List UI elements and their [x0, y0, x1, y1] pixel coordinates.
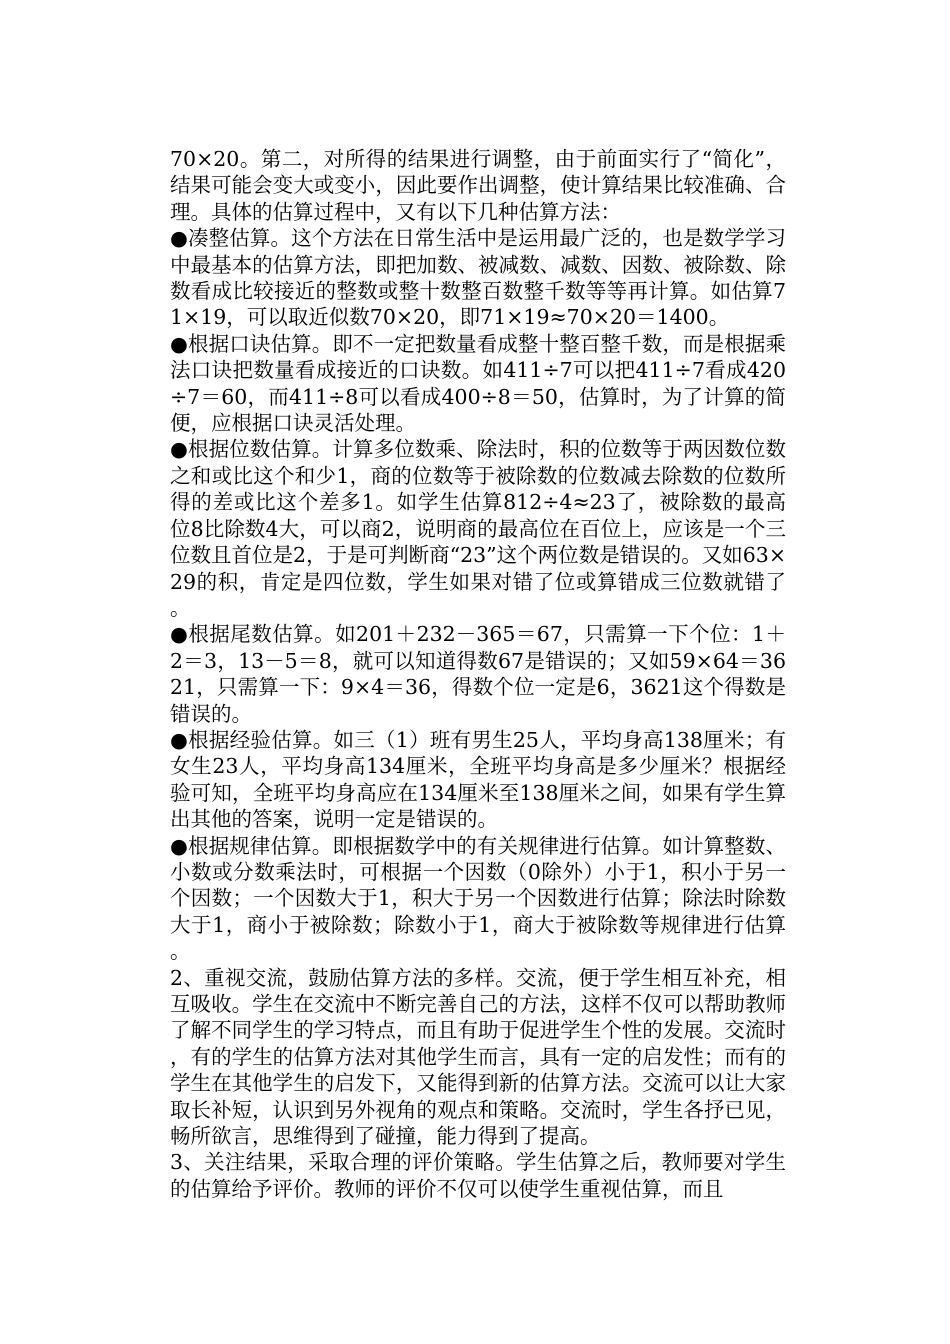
- paragraph-rounding-estimation: ●凑整估算。这个方法在日常生活中是运用最广泛的，也是数学学习中最基本的估算方法，即把加数、被减数、减数、因数、被除数、除数看成比较接近的整数或整十数整百数整千数等等再计算。如估算71×19，可以取近似数70×20，即71×19≈70×20＝1400。: [170, 226, 786, 330]
- paragraph-rule-estimation: ●根据规律估算。即根据数学中的有关规律进行估算。如计算整数、小数或分数乘法时，可根据一个因数（0除外）小于1，积小于另一个因数；一个因数大于1，积大于另一个因数进行估算；除法时除数大于1，商小于被除数；除数小于1，商大于被除数等规律进行估算。: [170, 833, 786, 964]
- document-body: [170, 146, 786, 1202]
- paragraph-point-3: 3、关注结果，采取合理的评价策略。学生估算之后，教师要对学生的估算给予评价。教师的评价不仅可以使学生重视估算，而且: [170, 1150, 786, 1201]
- paragraph-digit-estimation: ●根据位数估算。计算多位数乘、除法时，积的位数等于两因数位数之和或比这个和少1，商的位数等于被除数的位数减去除数的位数所得的差或比这个差多1。如学生估算812÷4≈23了，被除数的最高位8比除数4大，可以商2，说明商的最高位在百位上，应该是一个三位数且首位是2，于是可判断商“23”这个两位数是错误的。又如63×29的积，肯定是四位数，学生如果对错了位或算错成三位数就错了。: [170, 437, 786, 620]
- paragraph-point-2: 2、重视交流，鼓励估算方法的多样。交流，便于学生相互补充，相互吸收。学生在交流中不断完善自己的方法，这样不仅可以帮助教师了解不同学生的学习特点，而且有助于促进学生个性的发展。交流时，有的学生的估算方法对其他学生而言，具有一定的启发性；而有的学生在其他学生的启发下，又能得到新的估算方法。交流可以让大家取长补短，认识到另外视角的观点和策略。交流时，学生各抒已见，畅所欲言，思维得到了碰撞，能力得到了提高。: [170, 965, 786, 1149]
- paragraph-experience-estimation: ●根据经验估算。如三（1）班有男生25人，平均身高138厘米；有女生23人，平均身高134厘米，全班平均身高是多少厘米？根据经验可知，全班平均身高应在134厘米至138厘米之间，如果有学生算出其他的答案，说明一定是错误的。: [170, 727, 786, 832]
- paragraph-formula-estimation: ●根据口诀估算。即不一定把数量看成整十整百整千数，而是根据乘法口诀把数量看成接近的口诀数。如411÷7可以把411÷7看成420÷7＝60，而411÷8可以看成400÷8＝50，估算时，为了计算的简便，应根据口诀灵活处理。: [170, 331, 786, 436]
- paragraph-last-digit-estimation: ●根据尾数估算。如201＋232－365＝67，只需算一下个位：1＋2＝3，13－5＝8，就可以知道得数67是错误的；又如59×64＝3621，只需算一下：9×4＝36，得数个位一定是6，3621这个得数是错误的。: [170, 622, 786, 726]
- paragraph-continuation: 70×20。第二，对所得的结果进行调整，由于前面实行了“简化”，结果可能会变大或变小，因此要作出调整，使计算结果比较准确、合理。具体的估算过程中，又有以下几种估算方法：: [170, 147, 786, 224]
